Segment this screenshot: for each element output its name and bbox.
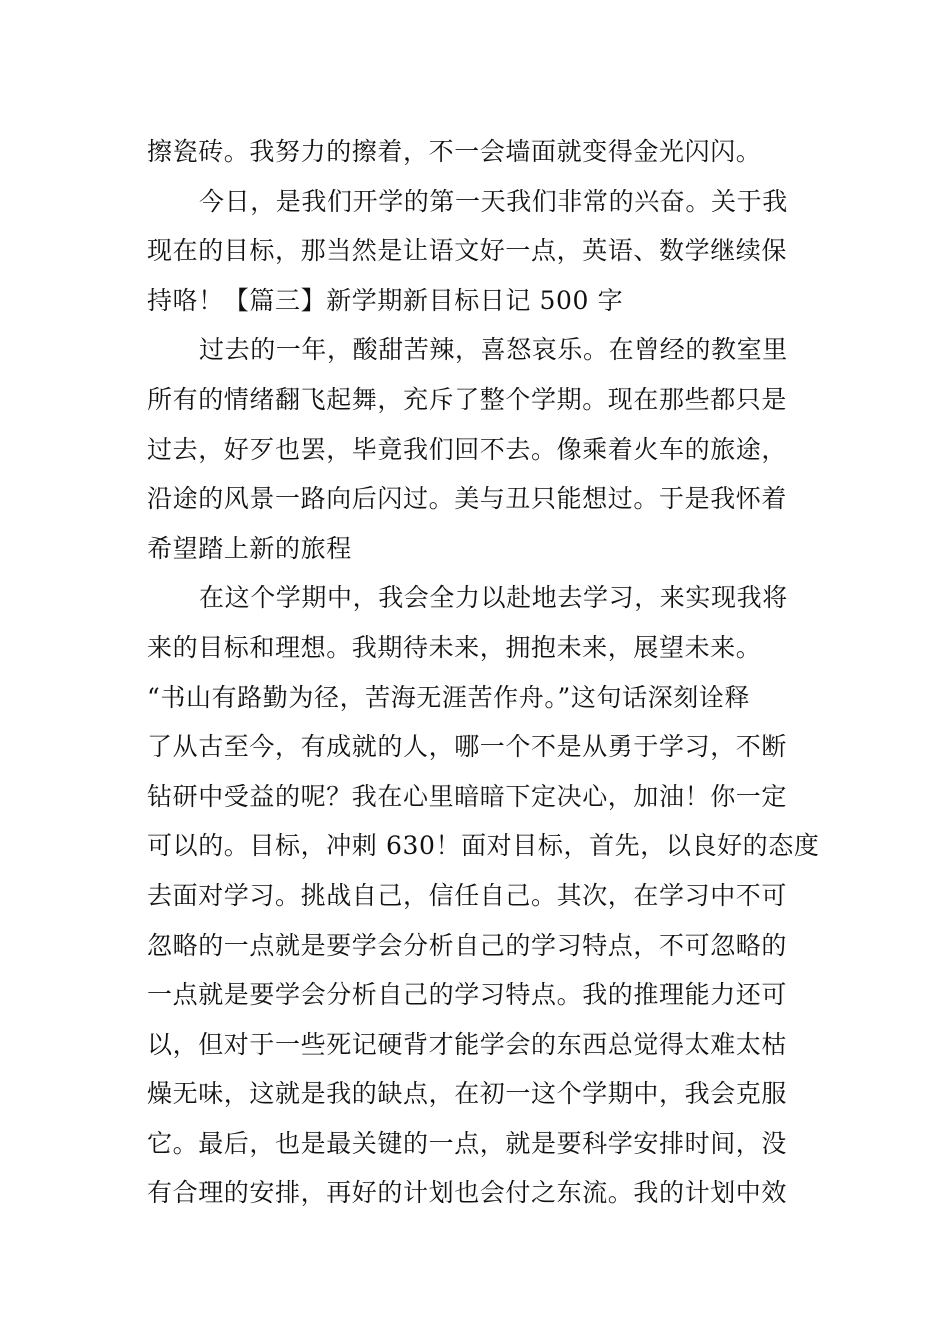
text-line: 希望踏上新的旅程 (147, 533, 352, 563)
text-line: 它。最后，也是最关键的一点，就是要科学安排时间，没 (147, 1128, 788, 1158)
text-line: 所有的情绪翻飞起舞，充斥了整个学期。现在那些都只是 (147, 384, 788, 414)
text-line: 钻研中受益的呢？我在心里暗暗下定决心，加油！你一定 (147, 781, 788, 811)
paragraph-3 (147, 325, 807, 573)
text-line: 过去的一年，酸甜苦辣，喜怒哀乐。在曾经的教室里 (199, 335, 788, 365)
text-line: 去面对学习。挑战自己，信任自己。其次，在学习中不可 (147, 880, 788, 910)
paragraph-2 (147, 177, 807, 326)
text-line: 一点就是要学会分析自己的学习特点。我的推理能力还可 (147, 980, 788, 1010)
text-line: 沿途的风景一路向后闪过。美与丑只能想过。于是我怀着 (147, 484, 788, 514)
text-line: 来的目标和理想。我期待未来，拥抱未来，展望未来。 (147, 632, 762, 662)
text-line: 今日，是我们开学的第一天我们非常的兴奋。关于我 (199, 186, 788, 216)
text-line: 有合理的安排，再好的计划也会付之东流。我的计划中效 (147, 1178, 788, 1208)
text-line: 在这个学期中，我会全力以赴地去学习，来实现我将 (199, 583, 788, 613)
document-body (147, 127, 820, 1218)
paragraph-1 (147, 127, 807, 177)
text-line: 以，但对于一些死记硬背才能学会的东西总觉得太难太枯 (147, 1029, 788, 1059)
paragraph-4 (147, 573, 820, 1218)
text-line: 燥无味，这就是我的缺点，在初一这个学期中，我会克服 (147, 1079, 788, 1109)
text-line: 忽略的一点就是要学会分析自己的学习特点，不可忽略的 (147, 930, 788, 960)
text-line: 过去，好歹也罢，毕竟我们回不去。像乘着火车的旅途， (147, 434, 788, 464)
text-line: 持咯！【篇三】新学期新目标日记 500 字 (147, 285, 624, 315)
text-line: 了从古至今，有成就的人，哪一个不是从勇于学习，不断 (147, 732, 788, 762)
text-line: 可以的。目标，冲刺 630！面对目标，首先，以良好的态度 (147, 831, 820, 861)
text-line: “书山有路勤为径，苦海无涯苦作舟。”这句话深刻诠释 (147, 682, 751, 712)
text-line: 擦瓷砖。我努力的擦着，不一会墙面就变得金光闪闪。 (147, 137, 762, 166)
text-line: 现在的目标，那当然是让语文好一点，英语、数学继续保 (147, 236, 788, 266)
